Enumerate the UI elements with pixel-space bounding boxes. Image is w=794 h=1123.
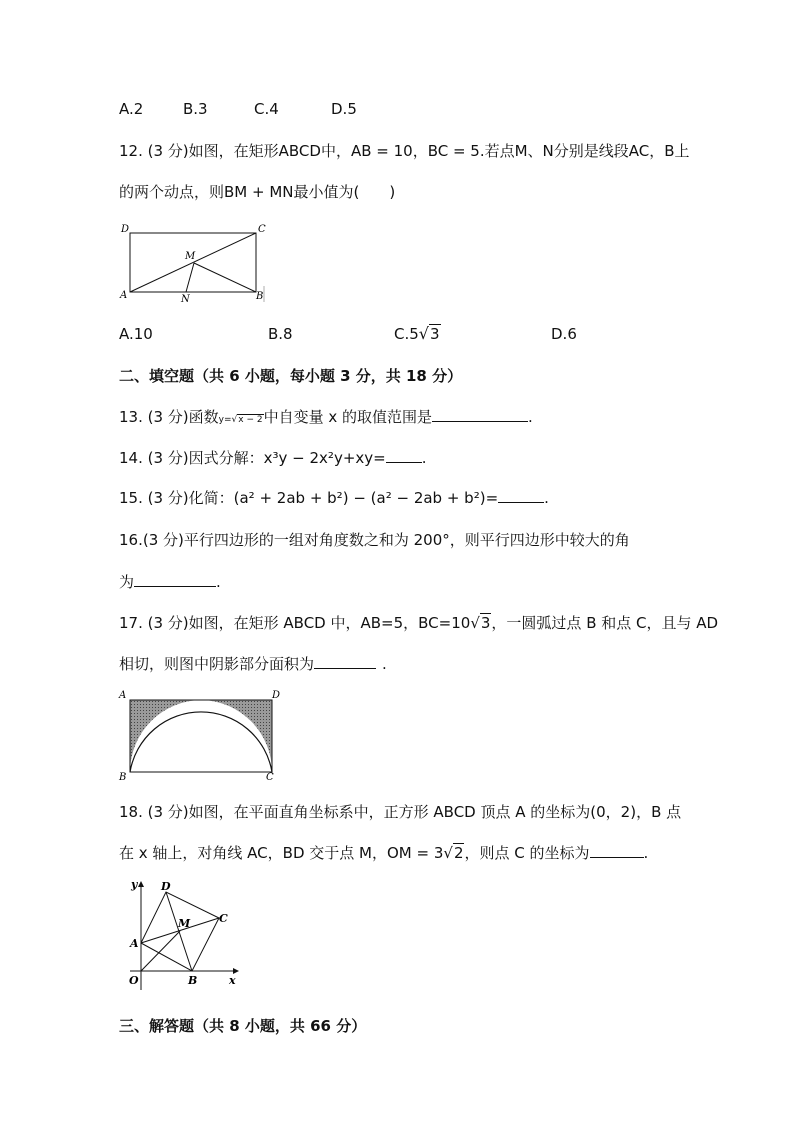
label-a: A <box>120 290 128 301</box>
label-c: C <box>266 772 274 783</box>
q15-answer-blank[interactable] <box>498 488 544 503</box>
q18-line2-prefix: 在 x 轴上，对角线 AC，BD 交于点 M，OM = 3 <box>119 844 444 862</box>
q12-option-c-radicand: 3 <box>430 325 440 343</box>
q13-line <box>119 407 533 430</box>
q16-answer-blank[interactable] <box>134 572 216 587</box>
q11-option-c: C.4 <box>254 100 279 118</box>
label-m: M <box>185 251 196 262</box>
q18-answer-blank[interactable] <box>590 843 644 858</box>
q13-sqrt: √x − 2 <box>231 415 263 425</box>
q12-option-c-text: C.5 <box>394 325 419 343</box>
label-a: A <box>119 690 127 701</box>
label-n: N <box>181 294 190 305</box>
q13-radicand: x − 2 <box>238 415 263 425</box>
q15-line <box>119 488 549 508</box>
q17-radicand: 3 <box>480 614 491 632</box>
q14-end: . <box>421 449 427 467</box>
section2-title: 二、填空题（共 6 小题，每小题 3 分，共 18 分） <box>119 367 463 385</box>
q13-suffix: 中自变量 x 的取值范围是 <box>263 408 433 426</box>
label-x: x <box>229 974 236 987</box>
section3-title: 三、解答题（共 8 小题，共 66 分） <box>119 1017 367 1035</box>
q18-radicand: 2 <box>453 844 464 862</box>
label-c: C <box>258 224 266 235</box>
label-b: B <box>188 974 198 987</box>
q16-line1: 16.(3 分)平行四边形的一组对角度数之和为 200°，则平行四边形中较大的角 <box>119 531 630 549</box>
q15-end: . <box>544 489 549 507</box>
q17-end: . <box>382 655 387 673</box>
q13-end: . <box>528 408 533 426</box>
q17-line1 <box>119 613 718 633</box>
q17-line1-suffix: ，一圆弧过点 B 和点 C，且与 AD <box>491 614 719 632</box>
q13-formula-y: y= <box>218 415 232 425</box>
label-d: D <box>121 224 130 235</box>
q14-answer-blank[interactable] <box>386 448 422 463</box>
q17-line1-prefix: 17. (3 分)如图，在矩形 ABCD 中，AB=5，BC=10 <box>119 614 471 632</box>
q12-line1: 12. (3 分)如图，在矩形ABCD中，AB = 10，BC = 5.若点M、N分别是线段AC，B上 <box>119 142 690 160</box>
label-b: B <box>119 772 127 783</box>
q18-line2 <box>119 843 648 863</box>
q12-option-b: B.8 <box>268 325 293 343</box>
q12-option-d: D.6 <box>551 325 577 343</box>
q15-text: 15. (3 分)化简：(a² + 2ab + b²) − (a² − 2ab + b²)= <box>119 489 499 507</box>
q17-line2-prefix: 相切，则图中阴影部分面积为 <box>119 655 315 673</box>
q14-line <box>119 448 427 468</box>
q12-line2: 的两个动点，则BM + MN最小值为( ) <box>119 183 396 201</box>
q18-figure <box>126 876 246 994</box>
q18-line2-suffix: ，则点 C 的坐标为 <box>464 844 590 862</box>
q13-prefix: 13. (3 分)函数 <box>119 408 219 426</box>
label-d: D <box>161 880 171 893</box>
q17-line2 <box>119 654 387 674</box>
q13-answer-blank[interactable] <box>432 407 528 422</box>
q11-option-b: B.3 <box>183 100 208 118</box>
label-c: C <box>219 912 228 925</box>
q16-line2-prefix: 为 <box>119 573 135 591</box>
label-b: B <box>256 291 264 302</box>
q12-figure <box>118 222 273 304</box>
q17-sqrt: √3 <box>470 614 491 632</box>
q18-line1: 18. (3 分)如图，在平面直角坐标系中，正方形 ABCD 顶点 A 的坐标为(0，2)，B 点 <box>119 803 682 821</box>
label-y: y <box>131 878 138 891</box>
q18-end: . <box>643 844 649 862</box>
label-d: D <box>272 690 281 701</box>
q12-option-c <box>394 324 441 344</box>
label-a: A <box>130 937 139 950</box>
segment-bm <box>194 263 256 292</box>
label-m: M <box>178 917 191 930</box>
q17-answer-blank[interactable] <box>314 654 376 669</box>
q11-option-a: A.2 <box>119 100 144 118</box>
q12-option-a: A.10 <box>119 325 153 343</box>
q14-text: 14. (3 分)因式分解：x³y − 2x²y+xy= <box>119 449 386 467</box>
arc-bc <box>130 712 272 772</box>
label-o: O <box>129 974 139 987</box>
q11-option-d: D.5 <box>331 100 357 118</box>
q18-sqrt: √2 <box>443 844 464 862</box>
segment-mn <box>186 263 194 292</box>
q17-figure <box>116 686 286 784</box>
q16-line2 <box>119 572 221 592</box>
q16-end: . <box>216 573 221 591</box>
sqrt-sign: √3 <box>418 324 440 343</box>
